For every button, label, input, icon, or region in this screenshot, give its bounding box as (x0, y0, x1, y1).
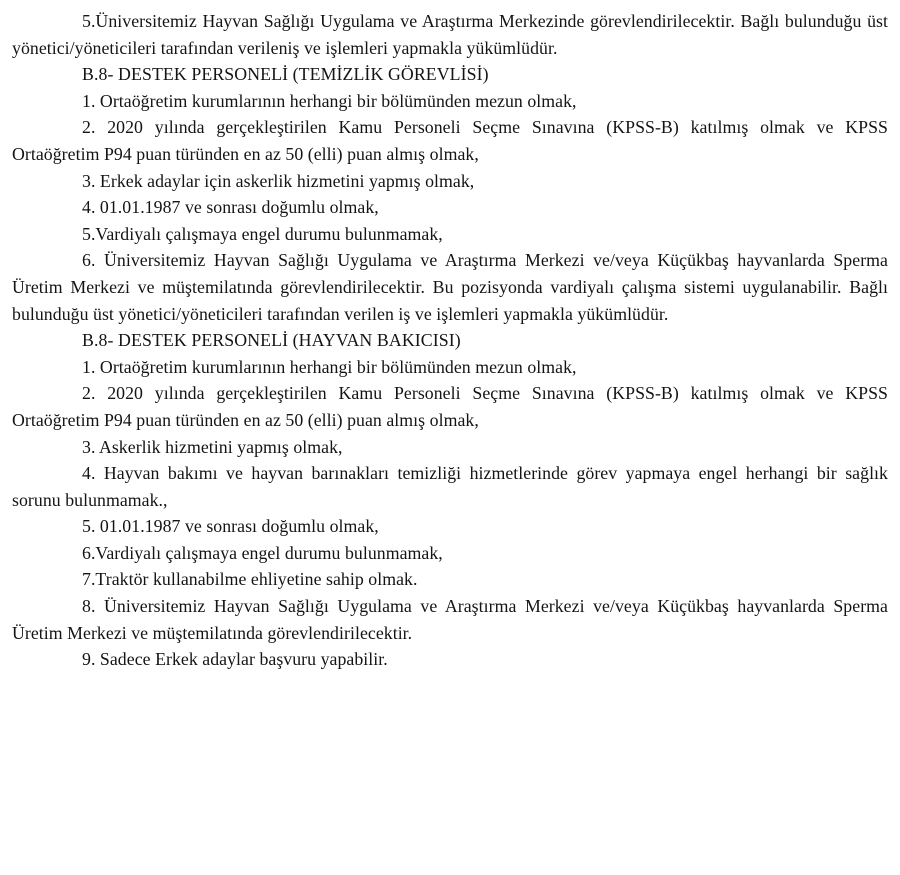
requirement-health-condition: 4. Hayvan bakımı ve hayvan barınakları temizliği hizmetlerinde görev yapmaya engel herhangi bir sağlık sorunu bulunmamak., (12, 463, 888, 510)
document-page (12, 8, 888, 868)
requirement-tractor-license: 7.Traktör kullanabilme ehliyetine sahip olmak. (82, 569, 418, 590)
requirement-birth-date: 4. 01.01.1987 ve sonrası doğumlu olmak, (82, 197, 379, 218)
paragraph-item-5-assignment: 5.Üniversitemiz Hayvan Sağlığı Uygulama ve Araştırma Merkezinde görevlendirilecektir. Bağlı bulunduğu üst yönetici/yöneticileri tarafından verileniş ve işlemleri yapmakla yükümlüdür. (12, 11, 888, 58)
section-heading-animal-keeper: B.8- DESTEK PERSONELİ (HAYVAN BAKICISI) (82, 330, 461, 351)
requirement-kpss-exam: 2. 2020 yılında gerçekleştirilen Kamu Personeli Seçme Sınavına (KPSS-B) katılmış olmak ve KPSS Ortaöğretim P94 puan türünden en az 50 (elli) puan almış olmak, (12, 383, 888, 430)
requirement-military-service: 3. Erkek adaylar için askerlik hizmetini yapmış olmak, (82, 170, 475, 191)
requirement-shift-work: 6.Vardiyalı çalışmaya engel durumu bulunmamak, (82, 542, 443, 563)
requirement-education: 1. Ortaöğretim kurumlarının herhangi bir bölümünden mezun olmak, (82, 90, 577, 111)
requirement-education: 1. Ortaöğretim kurumlarının herhangi bir bölümünden mezun olmak, (82, 356, 577, 377)
requirement-male-applicants: 9. Sadece Erkek adaylar başvuru yapabilir. (82, 649, 388, 670)
requirement-birth-date: 5. 01.01.1987 ve sonrası doğumlu olmak, (82, 516, 379, 537)
section-heading-cleaning-staff: B.8- DESTEK PERSONELİ (TEMİZLİK GÖREVLİSİ) (82, 64, 489, 85)
requirement-assignment-location: 6. Üniversitemiz Hayvan Sağlığı Uygulama ve Araştırma Merkezi ve/veya Küçükbaş hayvanlarda Sperma Üretim Merkezi ve müştemilatında görevlendirilecektir. Bu pozisyonda vardiyalı çalışma sistemi uygulanabilir. Bağlı bulunduğu üst yönetici/yöneticileri tarafından verilen iş ve işlemleri yapmakla yükümlüdür. (12, 250, 888, 324)
requirement-kpss-exam: 2. 2020 yılında gerçekleştirilen Kamu Personeli Seçme Sınavına (KPSS-B) katılmış olmak ve KPSS Ortaöğretim P94 puan türünden en az 50 (elli) puan almış olmak, (12, 117, 888, 164)
requirement-shift-work: 5.Vardiyalı çalışmaya engel durumu bulunmamak, (82, 223, 443, 244)
requirement-military-service: 3. Askerlik hizmetini yapmış olmak, (82, 436, 343, 457)
requirement-assignment-location: 8. Üniversitemiz Hayvan Sağlığı Uygulama ve Araştırma Merkezi ve/veya Küçükbaş hayvanlarda Sperma Üretim Merkezi ve müştemilatında görevlendirilecektir. (12, 596, 888, 643)
